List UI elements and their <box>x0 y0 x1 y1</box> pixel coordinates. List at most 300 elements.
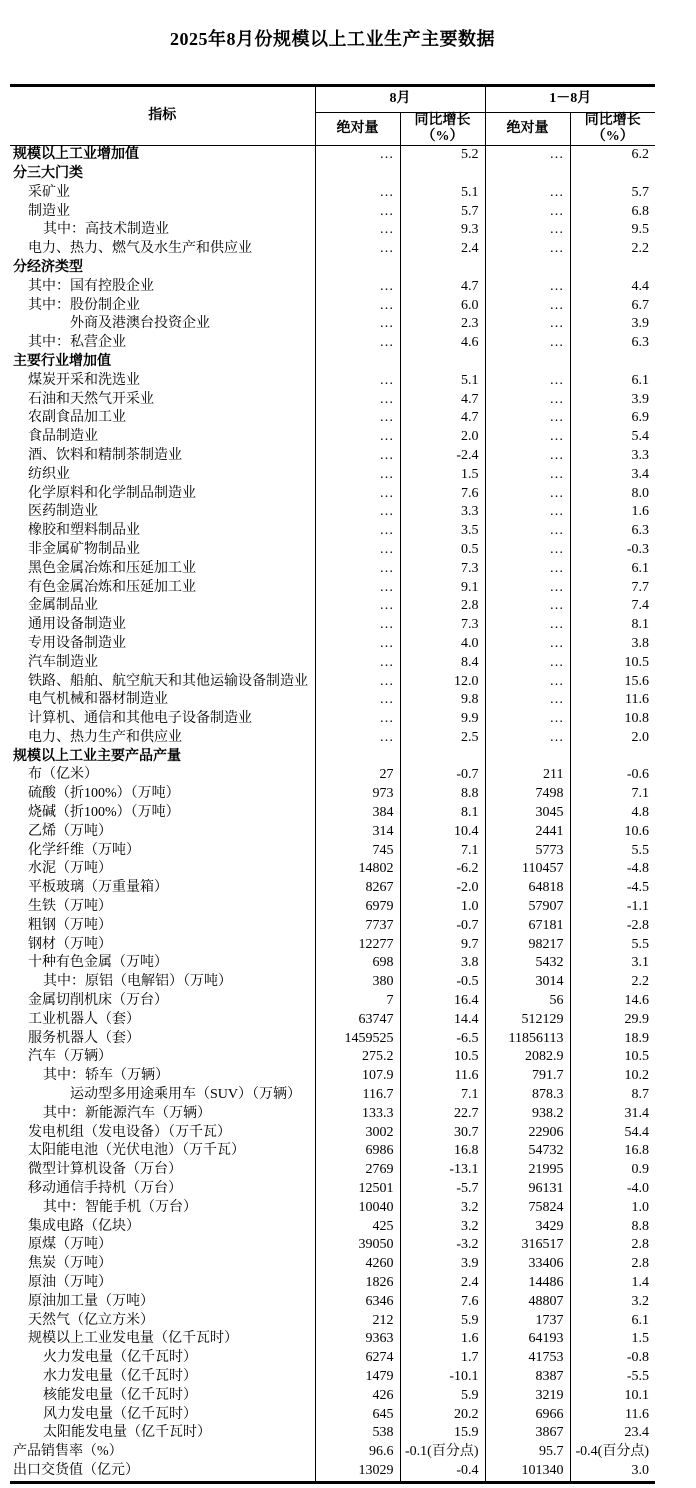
indicator-cell: 硫酸（折100%）（万吨） <box>28 786 180 802</box>
table-row <box>10 1293 655 1312</box>
value-cell: 1.0 <box>400 898 485 917</box>
value-cell: … <box>485 278 570 297</box>
table-row <box>10 428 655 447</box>
indicator-cell: 金属切削机床（万台） <box>28 993 168 1009</box>
value-cell: 96.6 <box>315 1443 400 1462</box>
value-cell: 10.6 <box>570 823 655 842</box>
table-row <box>10 1180 655 1199</box>
indicator-cell: 电力、热力生产和供应业 <box>28 729 182 745</box>
value-cell: … <box>485 146 570 165</box>
value-cell: … <box>315 334 400 353</box>
value-cell: 5.5 <box>570 936 655 955</box>
indicator-cell: 天然气（亿立方米） <box>28 1312 154 1328</box>
indicator-cell: 平板玻璃（万重量箱） <box>28 880 168 896</box>
page-title: 2025年8月份规模以上工业生产主要数据 <box>170 29 495 49</box>
indicator-cell: 原煤（万吨） <box>28 1237 112 1253</box>
value-cell: 384 <box>315 804 400 823</box>
table-row <box>10 560 655 579</box>
value-cell: 64193 <box>485 1330 570 1349</box>
value-cell: 1.6 <box>400 1330 485 1349</box>
value-cell: … <box>315 391 400 410</box>
value-cell: 3.9 <box>570 315 655 334</box>
indicator-cell: 烧碱（折100%）（万吨） <box>28 805 180 821</box>
value-cell: -4.5 <box>570 879 655 898</box>
value-cell: 3219 <box>485 1387 570 1406</box>
value-cell: 316517 <box>485 1236 570 1255</box>
value-cell: 425 <box>315 1218 400 1237</box>
value-cell: 878.3 <box>485 1086 570 1105</box>
indicator-cell: 规模以上工业发电量（亿千瓦时） <box>28 1331 238 1347</box>
value-cell: 6.9 <box>570 409 655 428</box>
table-row <box>10 710 655 729</box>
indicator-cell: 其中：私营企业 <box>28 335 126 351</box>
value-cell: 10.2 <box>570 1067 655 1086</box>
value-cell: … <box>315 616 400 635</box>
value-cell: 5.7 <box>400 203 485 222</box>
value-cell: 4260 <box>315 1255 400 1274</box>
value-cell: 7.4 <box>570 597 655 616</box>
indicator-cell: 太阳能发电量（亿千瓦时） <box>43 1425 211 1441</box>
value-cell: 3.2 <box>400 1199 485 1218</box>
value-cell: 9.5 <box>570 221 655 240</box>
value-cell: 6.1 <box>570 372 655 391</box>
value-cell: 33406 <box>485 1255 570 1274</box>
value-cell: … <box>315 297 400 316</box>
value-cell: 5.2 <box>400 146 485 165</box>
value-cell: 57907 <box>485 898 570 917</box>
table-row <box>10 1105 655 1124</box>
value-cell: … <box>485 691 570 710</box>
value-cell: 54.4 <box>570 1124 655 1143</box>
indicator-cell: 金属制品业 <box>28 598 98 614</box>
value-cell: 4.7 <box>400 409 485 428</box>
table-row <box>10 466 655 485</box>
value-cell: 6.3 <box>570 334 655 353</box>
header-august-growth-line1: 同比增长 <box>414 113 471 128</box>
value-cell: 11.6 <box>570 691 655 710</box>
value-cell: 6979 <box>315 898 400 917</box>
title-area <box>10 0 655 84</box>
industrial-data-table <box>10 84 655 1484</box>
value-cell: 7.7 <box>570 579 655 598</box>
indicator-cell: 专用设备制造业 <box>28 635 126 651</box>
header-august-growth <box>400 113 485 146</box>
value-cell: 3.8 <box>400 954 485 973</box>
indicator-cell: 化学原料和化学制品制造业 <box>28 485 196 501</box>
value-cell: 1.0 <box>570 1199 655 1218</box>
header-jan-aug-absolute: 绝对量 <box>485 113 570 146</box>
value-cell: 4.7 <box>400 278 485 297</box>
table-row <box>10 447 655 466</box>
value-cell: 2.0 <box>570 729 655 748</box>
value-cell: 11856113 <box>485 1030 570 1049</box>
value-cell <box>485 259 570 278</box>
value-cell: … <box>315 485 400 504</box>
value-cell: 133.3 <box>315 1105 400 1124</box>
value-cell: … <box>485 635 570 654</box>
value-cell: 21995 <box>485 1161 570 1180</box>
value-cell: … <box>485 391 570 410</box>
value-cell: 2441 <box>485 823 570 842</box>
table-row <box>10 1236 655 1255</box>
table-row <box>10 936 655 955</box>
indicator-cell: 焦炭（万吨） <box>28 1256 112 1272</box>
indicator-cell: 分经济类型 <box>13 259 83 275</box>
value-cell: -6.2 <box>400 860 485 879</box>
value-cell: 5.7 <box>570 184 655 203</box>
value-cell: 2.8 <box>570 1236 655 1255</box>
value-cell: … <box>485 184 570 203</box>
value-cell: … <box>485 315 570 334</box>
indicator-cell: 电力、热力、燃气及水生产和供应业 <box>28 241 252 257</box>
value-cell: 1.4 <box>570 1274 655 1293</box>
table-row <box>10 409 655 428</box>
value-cell: -5.5 <box>570 1368 655 1387</box>
value-cell: 3.5 <box>400 522 485 541</box>
value-cell: 6.2 <box>570 146 655 165</box>
indicator-cell: 其中：轿车（万辆） <box>43 1068 169 1084</box>
value-cell: 275.2 <box>315 1048 400 1067</box>
value-cell: 5.9 <box>400 1312 485 1331</box>
table-row <box>10 766 655 785</box>
table-row <box>10 1368 655 1387</box>
value-cell: -4.0 <box>570 1180 655 1199</box>
value-cell: 3014 <box>485 973 570 992</box>
value-cell: … <box>315 691 400 710</box>
header-group-jan-aug: 1－8月 <box>485 86 655 113</box>
value-cell: 9.3 <box>400 221 485 240</box>
value-cell: 16.8 <box>570 1142 655 1161</box>
value-cell <box>570 353 655 372</box>
value-cell: 11.6 <box>400 1067 485 1086</box>
value-cell: 2082.9 <box>485 1048 570 1067</box>
value-cell: … <box>485 240 570 259</box>
value-cell: 96131 <box>485 1180 570 1199</box>
value-cell: 10.5 <box>570 1048 655 1067</box>
header-indicator: 指标 <box>10 86 315 146</box>
value-cell: 14802 <box>315 860 400 879</box>
value-cell: 54732 <box>485 1142 570 1161</box>
value-cell: 13029 <box>315 1462 400 1482</box>
value-cell: … <box>485 616 570 635</box>
table-row <box>10 353 655 372</box>
table-row <box>10 785 655 804</box>
indicator-cell: 汽车（万辆） <box>28 1049 112 1065</box>
value-cell: … <box>485 729 570 748</box>
value-cell: -2.8 <box>570 917 655 936</box>
table-row <box>10 898 655 917</box>
value-cell: 4.6 <box>400 334 485 353</box>
indicator-cell: 集成电路（亿块） <box>28 1218 140 1234</box>
value-cell <box>315 748 400 767</box>
value-cell: … <box>485 541 570 560</box>
value-cell: 12.0 <box>400 673 485 692</box>
value-cell: 9363 <box>315 1330 400 1349</box>
value-cell: 75824 <box>485 1199 570 1218</box>
value-cell: … <box>485 560 570 579</box>
table-row <box>10 860 655 879</box>
value-cell: 9.8 <box>400 691 485 710</box>
table-row <box>10 334 655 353</box>
table-row <box>10 616 655 635</box>
value-cell: 5.1 <box>400 372 485 391</box>
value-cell: 8.0 <box>570 485 655 504</box>
table-row <box>10 1255 655 1274</box>
value-cell <box>315 259 400 278</box>
value-cell: 2.0 <box>400 428 485 447</box>
value-cell: 8.8 <box>570 1218 655 1237</box>
table-row <box>10 1462 655 1482</box>
indicator-cell: 核能发电量（亿千瓦时） <box>43 1387 197 1403</box>
table-row <box>10 184 655 203</box>
indicator-cell: 石油和天然气开采业 <box>28 391 154 407</box>
value-cell <box>485 165 570 184</box>
value-cell: 5.9 <box>400 1387 485 1406</box>
value-cell: 14.4 <box>400 1011 485 1030</box>
table-row <box>10 729 655 748</box>
value-cell: 63747 <box>315 1011 400 1030</box>
value-cell: 3.9 <box>570 391 655 410</box>
value-cell: 14.6 <box>570 992 655 1011</box>
value-cell: 426 <box>315 1387 400 1406</box>
table-row <box>10 259 655 278</box>
value-cell: 0.9 <box>570 1161 655 1180</box>
value-cell: … <box>485 297 570 316</box>
value-cell: 314 <box>315 823 400 842</box>
value-cell: 512129 <box>485 1011 570 1030</box>
table-row <box>10 485 655 504</box>
indicator-cell: 黑色金属冶炼和压延加工业 <box>28 560 196 576</box>
value-cell: 20.2 <box>400 1406 485 1425</box>
value-cell: 3.4 <box>570 466 655 485</box>
table-row <box>10 1124 655 1143</box>
value-cell: -0.1(百分点) <box>400 1443 485 1462</box>
value-cell: 1.7 <box>400 1349 485 1368</box>
value-cell: 7.6 <box>400 1293 485 1312</box>
table-row <box>10 1030 655 1049</box>
table-row <box>10 691 655 710</box>
value-cell <box>400 353 485 372</box>
table-row <box>10 954 655 973</box>
indicator-cell: 铁路、船舶、航空航天和其他运输设备制造业 <box>28 673 308 689</box>
value-cell <box>485 353 570 372</box>
header-august-absolute: 绝对量 <box>315 113 400 146</box>
value-cell: -13.1 <box>400 1161 485 1180</box>
value-cell: 3.9 <box>400 1255 485 1274</box>
value-cell: 6346 <box>315 1293 400 1312</box>
value-cell: 6986 <box>315 1142 400 1161</box>
value-cell: 10040 <box>315 1199 400 1218</box>
value-cell: 95.7 <box>485 1443 570 1462</box>
value-cell: 7.3 <box>400 560 485 579</box>
value-cell: 9.9 <box>400 710 485 729</box>
value-cell: 56 <box>485 992 570 1011</box>
header-group-row <box>10 86 655 113</box>
value-cell: -1.1 <box>570 898 655 917</box>
indicator-cell: 太阳能电池（光伏电池）（万千瓦） <box>28 1143 245 1159</box>
value-cell: 15.6 <box>570 673 655 692</box>
value-cell: … <box>485 334 570 353</box>
value-cell: 8.8 <box>400 785 485 804</box>
table-row <box>10 1199 655 1218</box>
value-cell: 64818 <box>485 879 570 898</box>
value-cell: 10.5 <box>570 654 655 673</box>
value-cell: 116.7 <box>315 1086 400 1105</box>
value-cell: 8.1 <box>400 804 485 823</box>
value-cell: … <box>485 654 570 673</box>
indicator-cell: 原油（万吨） <box>28 1275 112 1290</box>
value-cell: 12501 <box>315 1180 400 1199</box>
table-row <box>10 579 655 598</box>
table-row <box>10 1218 655 1237</box>
value-cell: … <box>315 372 400 391</box>
value-cell: 2.5 <box>400 729 485 748</box>
value-cell: 2.8 <box>400 597 485 616</box>
table-row <box>10 597 655 616</box>
value-cell: -0.8 <box>570 1349 655 1368</box>
value-cell: 27 <box>315 766 400 785</box>
value-cell: 107.9 <box>315 1067 400 1086</box>
value-cell: -10.1 <box>400 1368 485 1387</box>
value-cell: 4.0 <box>400 635 485 654</box>
value-cell: 16.4 <box>400 992 485 1011</box>
value-cell: 10.1 <box>570 1387 655 1406</box>
value-cell: -0.4 <box>400 1462 485 1482</box>
value-cell: 12277 <box>315 936 400 955</box>
value-cell: -0.7 <box>400 766 485 785</box>
value-cell: 10.5 <box>400 1048 485 1067</box>
table-row <box>10 917 655 936</box>
table-row <box>10 1048 655 1067</box>
value-cell: 538 <box>315 1424 400 1443</box>
value-cell: 2.8 <box>570 1255 655 1274</box>
table-row <box>10 1406 655 1425</box>
value-cell: 22906 <box>485 1124 570 1143</box>
indicator-cell: 十种有色金属（万吨） <box>28 955 168 971</box>
indicator-cell: 计算机、通信和其他电子设备制造业 <box>28 711 252 727</box>
indicator-cell: 工业机器人（套） <box>28 1011 140 1027</box>
value-cell: … <box>485 409 570 428</box>
table-row <box>10 654 655 673</box>
value-cell: … <box>315 240 400 259</box>
value-cell: 3.8 <box>570 635 655 654</box>
table-row <box>10 522 655 541</box>
value-cell: -0.5 <box>400 973 485 992</box>
value-cell: 3.2 <box>400 1218 485 1237</box>
value-cell: -6.5 <box>400 1030 485 1049</box>
value-cell: … <box>315 146 400 165</box>
value-cell: 41753 <box>485 1349 570 1368</box>
value-cell: -5.7 <box>400 1180 485 1199</box>
value-cell: … <box>485 579 570 598</box>
indicator-cell: 钢材（万吨） <box>28 936 112 952</box>
value-cell: 2.4 <box>400 1274 485 1293</box>
value-cell: … <box>485 447 570 466</box>
indicator-cell: 医药制造业 <box>28 504 98 520</box>
value-cell: … <box>315 597 400 616</box>
value-cell: 8.4 <box>400 654 485 673</box>
indicator-cell: 原油加工量（万吨） <box>28 1293 154 1309</box>
value-cell: 1.6 <box>570 503 655 522</box>
value-cell: 6.1 <box>570 560 655 579</box>
value-cell: … <box>315 654 400 673</box>
value-cell: … <box>485 710 570 729</box>
table-row <box>10 1274 655 1293</box>
value-cell: 645 <box>315 1406 400 1425</box>
indicator-cell: 规模以上工业主要产品产量 <box>13 748 181 764</box>
value-cell: 3.0 <box>570 1462 655 1482</box>
value-cell: 6966 <box>485 1406 570 1425</box>
value-cell: 8.1 <box>570 616 655 635</box>
value-cell: 6.8 <box>570 203 655 222</box>
value-cell: … <box>315 184 400 203</box>
table-row <box>10 823 655 842</box>
value-cell: … <box>315 710 400 729</box>
table-row <box>10 992 655 1011</box>
value-cell: 212 <box>315 1312 400 1331</box>
indicator-cell: 规模以上工业增加值 <box>13 147 139 163</box>
value-cell: 11.6 <box>570 1406 655 1425</box>
value-cell: 698 <box>315 954 400 973</box>
table-row <box>10 842 655 861</box>
value-cell: 8387 <box>485 1368 570 1387</box>
indicator-cell: 水泥（万吨） <box>28 861 112 877</box>
value-cell <box>315 353 400 372</box>
value-cell: 9.7 <box>400 936 485 955</box>
value-cell: 30.7 <box>400 1124 485 1143</box>
value-cell: … <box>485 522 570 541</box>
indicator-cell: 纺织业 <box>28 466 70 482</box>
value-cell <box>485 748 570 767</box>
value-cell: 2769 <box>315 1161 400 1180</box>
value-cell: … <box>485 428 570 447</box>
value-cell: 973 <box>315 785 400 804</box>
table-row <box>10 391 655 410</box>
value-cell: 5.5 <box>570 842 655 861</box>
value-cell <box>400 748 485 767</box>
indicator-cell: 水力发电量（亿千瓦时） <box>43 1368 197 1384</box>
value-cell: 1737 <box>485 1312 570 1331</box>
indicator-cell: 橡胶和塑料制品业 <box>28 523 140 539</box>
header-group-august: 8月 <box>315 86 485 113</box>
value-cell: 14486 <box>485 1274 570 1293</box>
value-cell: 3429 <box>485 1218 570 1237</box>
table-row <box>10 1086 655 1105</box>
value-cell <box>400 165 485 184</box>
value-cell: 4.8 <box>570 804 655 823</box>
value-cell: 101340 <box>485 1462 570 1482</box>
header-jan-aug-growth-line2: （%） <box>591 129 634 145</box>
indicator-cell: 微型计算机设备（万台） <box>28 1162 182 1178</box>
header-jan-aug-growth <box>570 113 655 146</box>
table-row <box>10 1387 655 1406</box>
table-row <box>10 203 655 222</box>
value-cell: 3045 <box>485 804 570 823</box>
value-cell: 2.2 <box>570 973 655 992</box>
indicator-cell: 生铁（万吨） <box>28 899 112 915</box>
indicator-cell: 粗钢（万吨） <box>28 917 112 933</box>
table-row <box>10 1443 655 1462</box>
table-row <box>10 1067 655 1086</box>
value-cell: … <box>485 485 570 504</box>
table-row <box>10 146 655 165</box>
table-row <box>10 1424 655 1443</box>
value-cell: 98217 <box>485 936 570 955</box>
value-cell: 23.4 <box>570 1424 655 1443</box>
table-row <box>10 1349 655 1368</box>
value-cell: 1479 <box>315 1368 400 1387</box>
value-cell: 1.5 <box>400 466 485 485</box>
